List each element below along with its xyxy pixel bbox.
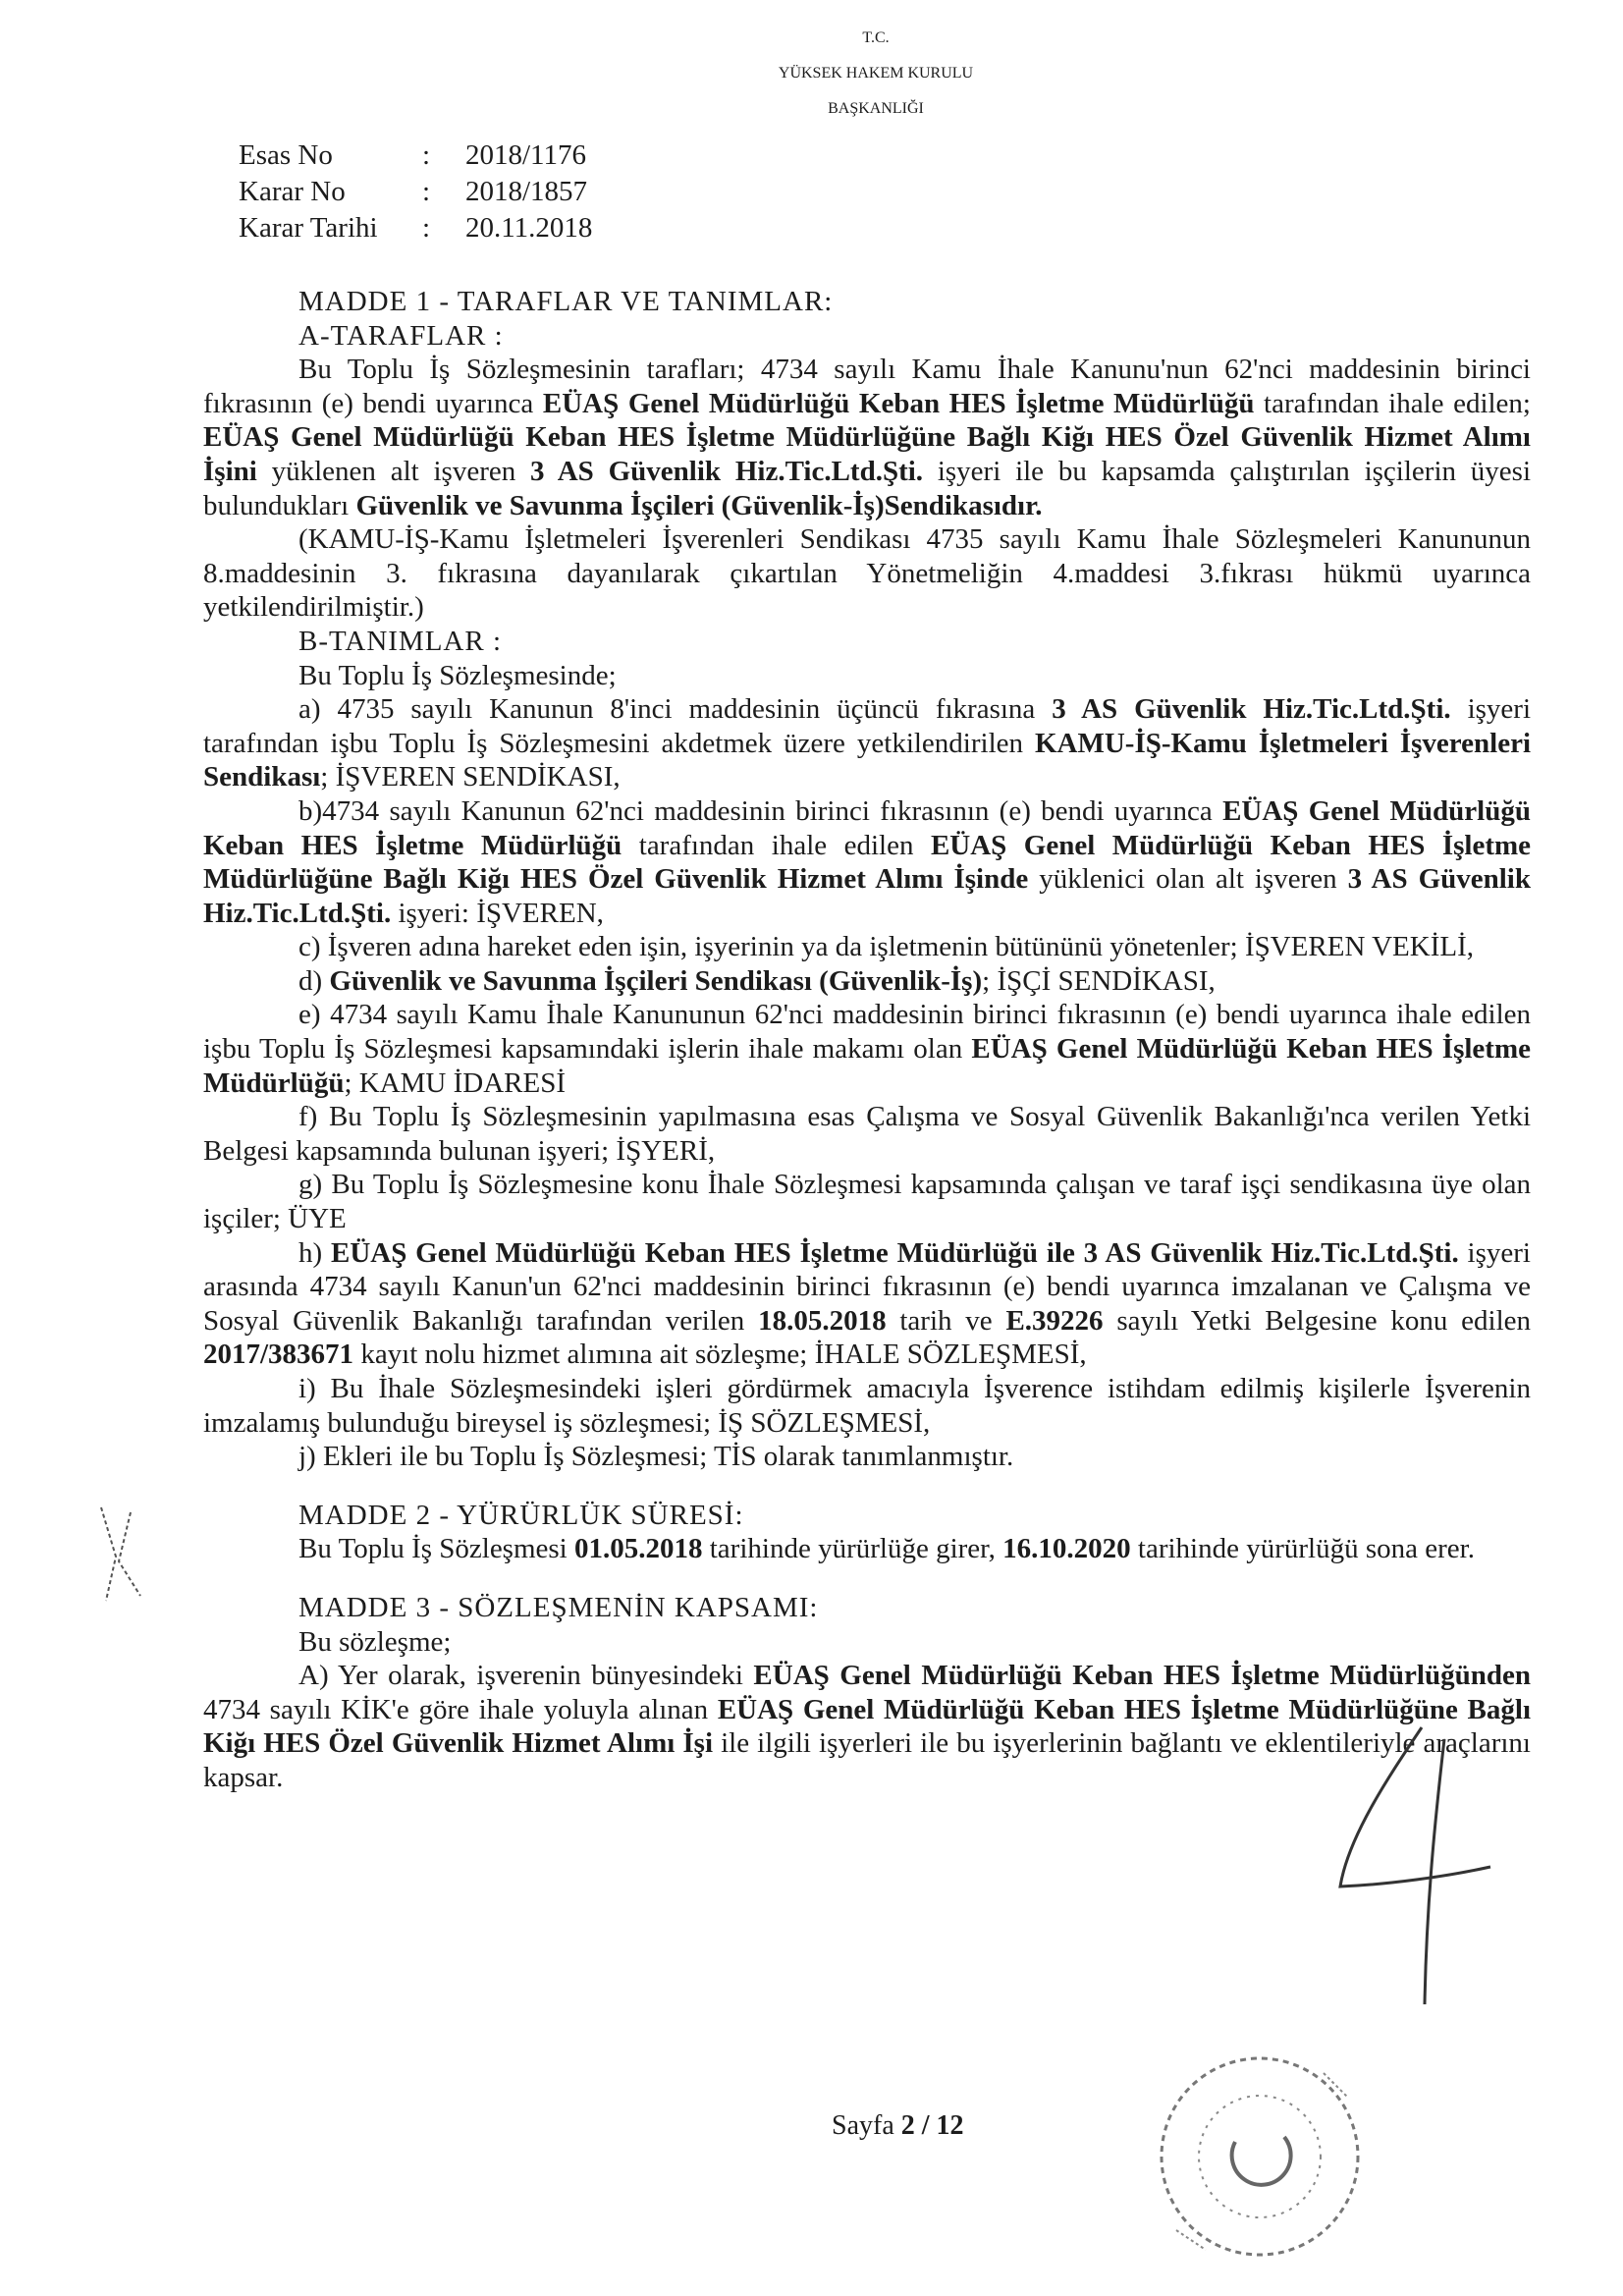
definition-g: g) Bu Toplu İş Sözleşmesine konu İhale Sözleşmesi kapsamında çalışan ve taraf işçi sendikasına üye olan işçiler; ÜYE [203,1169,1531,1235]
official-seal-stamp-icon [1137,2044,1382,2279]
madde2-title: MADDE 2 - YÜRÜRLÜK SÜRESİ: [298,1499,744,1531]
handwritten-page-number-icon [1328,1720,1495,2014]
tanimlar-intro: Bu Toplu İş Sözleşmesinde; [298,659,617,691]
meta-esas: Esas No : 2018/1176 [239,139,586,171]
meta-karar: Karar No : 2018/1857 [239,176,588,207]
case-meta [239,137,592,246]
definition-h: h) EÜAŞ Genel Müdürlüğü Keban HES İşletme Müdürlüğü ile 3 AS Güvenlik Hiz.Tic.Ltd.Şti. işyeri arasında 4734 sayılı Kanun'un 62'nci maddesinin birinci fıkrasının (e) bendi uyarınca imzalanan ve Çalışma ve Sosyal Güvenlik Bakanlığı tarafından verilen 18.05.2018 tarih ve E.39226 sayılı Yetki Belgesine konu edilen 2017/383671 kayıt nolu hizmet alımına ait sözleşme; İHALE SÖZLEŞMESİ, [203,1236,1532,1371]
header-presidency: BAŞKANLIĞI [828,100,924,117]
definition-e: e) 4734 sayılı Kamu İhale Kanununun 62'nci maddesinin birinci fıkrasının (e) bendi uyarınca ihale edilen işbu Toplu İş Sözleşmesi kapsamındaki işlerin ihale makamı olan EÜAŞ Genel Müdürlüğü Keban HES İşletme Müdürlüğü; KAMU İDARESİ [203,999,1531,1099]
page-number: Sayfa 2 / 12 [832,2110,964,2141]
header-institution: YÜKSEK HAKEM KURULU [778,65,974,82]
madde2-text: Bu Toplu İş Sözleşmesi 01.05.2018 tarihinde yürürlüğe girer, 16.10.2020 tarihinde yürürlüğü sona erer. [298,1533,1475,1565]
meta-tarih: Karar Tarihi : 20.11.2018 [239,212,593,244]
definition-j: j) Ekleri ile bu Toplu İş Sözleşmesi; TİS olarak tanımlanmıştır. [298,1441,1014,1473]
definition-a: a) 4735 sayılı Kanunun 8'inci maddesinin üçüncü fıkrasına 3 AS Güvenlik Hiz.Tic.Ltd.Şti. işyeri tarafından işbu Toplu İş Sözleşmesini akdetmek üzere yetkilendirilen KAMU-İŞ-Kamu İşletmeleri İşverenleri Sendikası; İŞVEREN SENDİKASI, [203,693,1532,793]
madde1-title: MADDE 1 - TARAFLAR VE TANIMLAR: [298,286,834,317]
madde3-intro: Bu sözleşme; [298,1625,452,1658]
madde3-text: A) Yer olarak, işverenin bünyesindeki EÜAŞ Genel Müdürlüğü Keban HES İşletme Müdürlüğünden 4734 sayılı KİK'e göre ihale yoluyla alınan EÜAŞ Genel Müdürlüğü Keban HES İşletme Müdürlüğüne Bağlı Kiğı HES Özel Güvenlik Hizmet Alımı İşi ile ilgili işyerleri ile bu işyerlerinin bağlantı ve eklentileriyle araçlarını kapsar. [203,1660,1532,1793]
definition-c: c) İşveren adına hareket eden işin, işyerinin ya da işletmenin bütününü yönetenler; İŞVEREN VEKİLİ, [298,931,1474,963]
kamu-is-paragraph: (KAMU-İŞ-Kamu İşletmeleri İşverenleri Sendikası 4735 sayılı Kamu İhale Sözleşmeleri Kanununun 8.maddesinin 3. fıkrasına dayanılarak çıkartılan Yönetmeliğin 4.maddesi 3.fıkrası hükmü uyarınca yetkilendirilmiştir.) [203,523,1531,624]
header-tc: T.C. [862,29,890,46]
handwritten-mark-icon [91,1503,150,1611]
taraflar-paragraph: Bu Toplu İş Sözleşmesinin tarafları; 4734 sayılı Kamu İhale Kanunu'nun 62'nci maddesinin birinci fıkrasının (e) bendi uyarınca EÜAŞ Genel Müdürlüğü Keban HES İşletme Müdürlüğü tarafından ihale edilen; EÜAŞ Genel Müdürlüğü Keban HES İşletme Müdürlüğüne Bağlı Kiğı HES Özel Güvenlik Hizmet Alımı İşini yüklenen alt işveren 3 AS Güvenlik Hiz.Tic.Ltd.Şti. işyeri ile bu kapsamda çalıştırılan işçilerin üyesi bulundukları Güvenlik ve Savunma İşçileri (Güvenlik-İş)Sendikasıdır. [203,354,1532,521]
definition-d: d) Güvenlik ve Savunma İşçileri Sendikası (Güvenlik-İş); İŞÇİ SENDİKASI, [298,964,1216,997]
taraflar-title: A-TARAFLAR : [298,319,504,352]
tanimlar-title: B-TANIMLAR : [298,625,503,657]
definition-b: b)4734 sayılı Kanunun 62'nci maddesinin birinci fıkrasının (e) bendi uyarınca EÜAŞ Genel Müdürlüğü Keban HES İşletme Müdürlüğü tarafından ihale edilen EÜAŞ Genel Müdürlüğü Keban HES İşletme Müdürlüğüne Bağlı Kiğı HES Özel Güvenlik Hizmet Alımı İşinde yüklenici olan alt işveren 3 AS Güvenlik Hiz.Tic.Ltd.Şti. işyeri: İŞVEREN, [203,794,1532,929]
madde3-title: MADDE 3 - SÖZLEŞMENİN KAPSAMI: [298,1591,819,1623]
definition-i: i) Bu İhale Sözleşmesindeki işleri gördürmek amacıyla İşverence istihdam edilmiş kişilerle İşverenin imzalamış bulunduğu bireysel iş sözleşmesi; İŞ SÖZLEŞMESİ, [203,1373,1531,1439]
document-body [203,285,1531,1795]
definition-f: f) Bu Toplu İş Sözleşmesinin yapılmasına esas Çalışma ve Sosyal Güvenlik Bakanlığı'nca verilen Yetki Belgesi kapsamında bulunan işyeri; İŞYERİ, [203,1101,1531,1167]
